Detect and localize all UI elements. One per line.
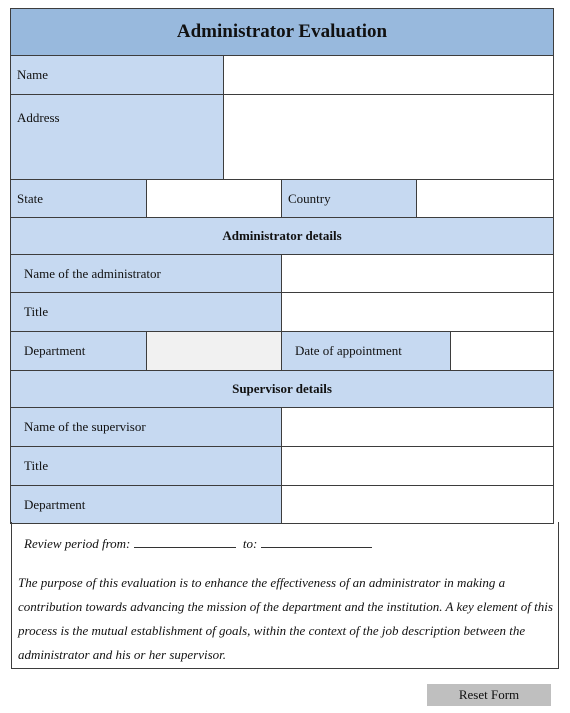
state-label: State (11, 180, 147, 217)
admin-department-field[interactable] (147, 332, 282, 370)
supervisor-department-field[interactable] (282, 486, 554, 523)
date-of-appointment-label: Date of appointment (282, 332, 451, 370)
review-box (11, 522, 559, 669)
purpose-text: The purpose of this evaluation is to enhance the effectiveness of an administrator in making a contribution towards advancing the mission of the department and the institution. A key element of this process is the mutual establishment of goals, within the context of the job description between the administrator and his or her supervisor. (18, 575, 553, 662)
admin-department-label: Department (11, 332, 147, 370)
supervisor-title-label: Title (11, 447, 282, 485)
review-to-label: to: (242, 536, 258, 551)
supervisor-name-field[interactable] (282, 408, 554, 446)
review-period-line (24, 536, 372, 552)
supervisor-department-row (11, 486, 554, 524)
address-label: Address (11, 95, 224, 179)
reset-form-button[interactable]: Reset Form (427, 684, 551, 706)
form-title: Administrator Evaluation (11, 8, 554, 56)
name-row (11, 56, 554, 95)
admin-title-row (11, 293, 554, 332)
state-field[interactable] (147, 180, 282, 217)
supervisor-section-header: Supervisor details (11, 371, 554, 408)
admin-title-field[interactable] (282, 293, 554, 331)
supervisor-title-field[interactable] (282, 447, 554, 485)
evaluation-form (10, 8, 554, 524)
supervisor-title-row (11, 447, 554, 486)
review-from-field[interactable] (134, 536, 236, 548)
location-row (11, 180, 554, 218)
supervisor-name-row (11, 408, 554, 447)
name-field[interactable] (224, 56, 554, 94)
address-field[interactable] (224, 95, 554, 179)
supervisor-department-label: Department (11, 486, 282, 523)
admin-title-label: Title (11, 293, 282, 331)
name-label: Name (11, 56, 224, 94)
date-of-appointment-field[interactable] (451, 332, 554, 370)
admin-name-label: Name of the administrator (11, 255, 282, 292)
admin-department-row (11, 332, 554, 371)
country-label: Country (282, 180, 417, 217)
admin-section-header: Administrator details (11, 218, 554, 255)
review-period-label: Review period from: (24, 536, 131, 551)
supervisor-name-label: Name of the supervisor (11, 408, 282, 446)
address-row (11, 95, 554, 180)
country-field[interactable] (417, 180, 554, 217)
admin-name-row (11, 255, 554, 293)
review-to-field[interactable] (261, 536, 372, 548)
admin-name-field[interactable] (282, 255, 554, 292)
